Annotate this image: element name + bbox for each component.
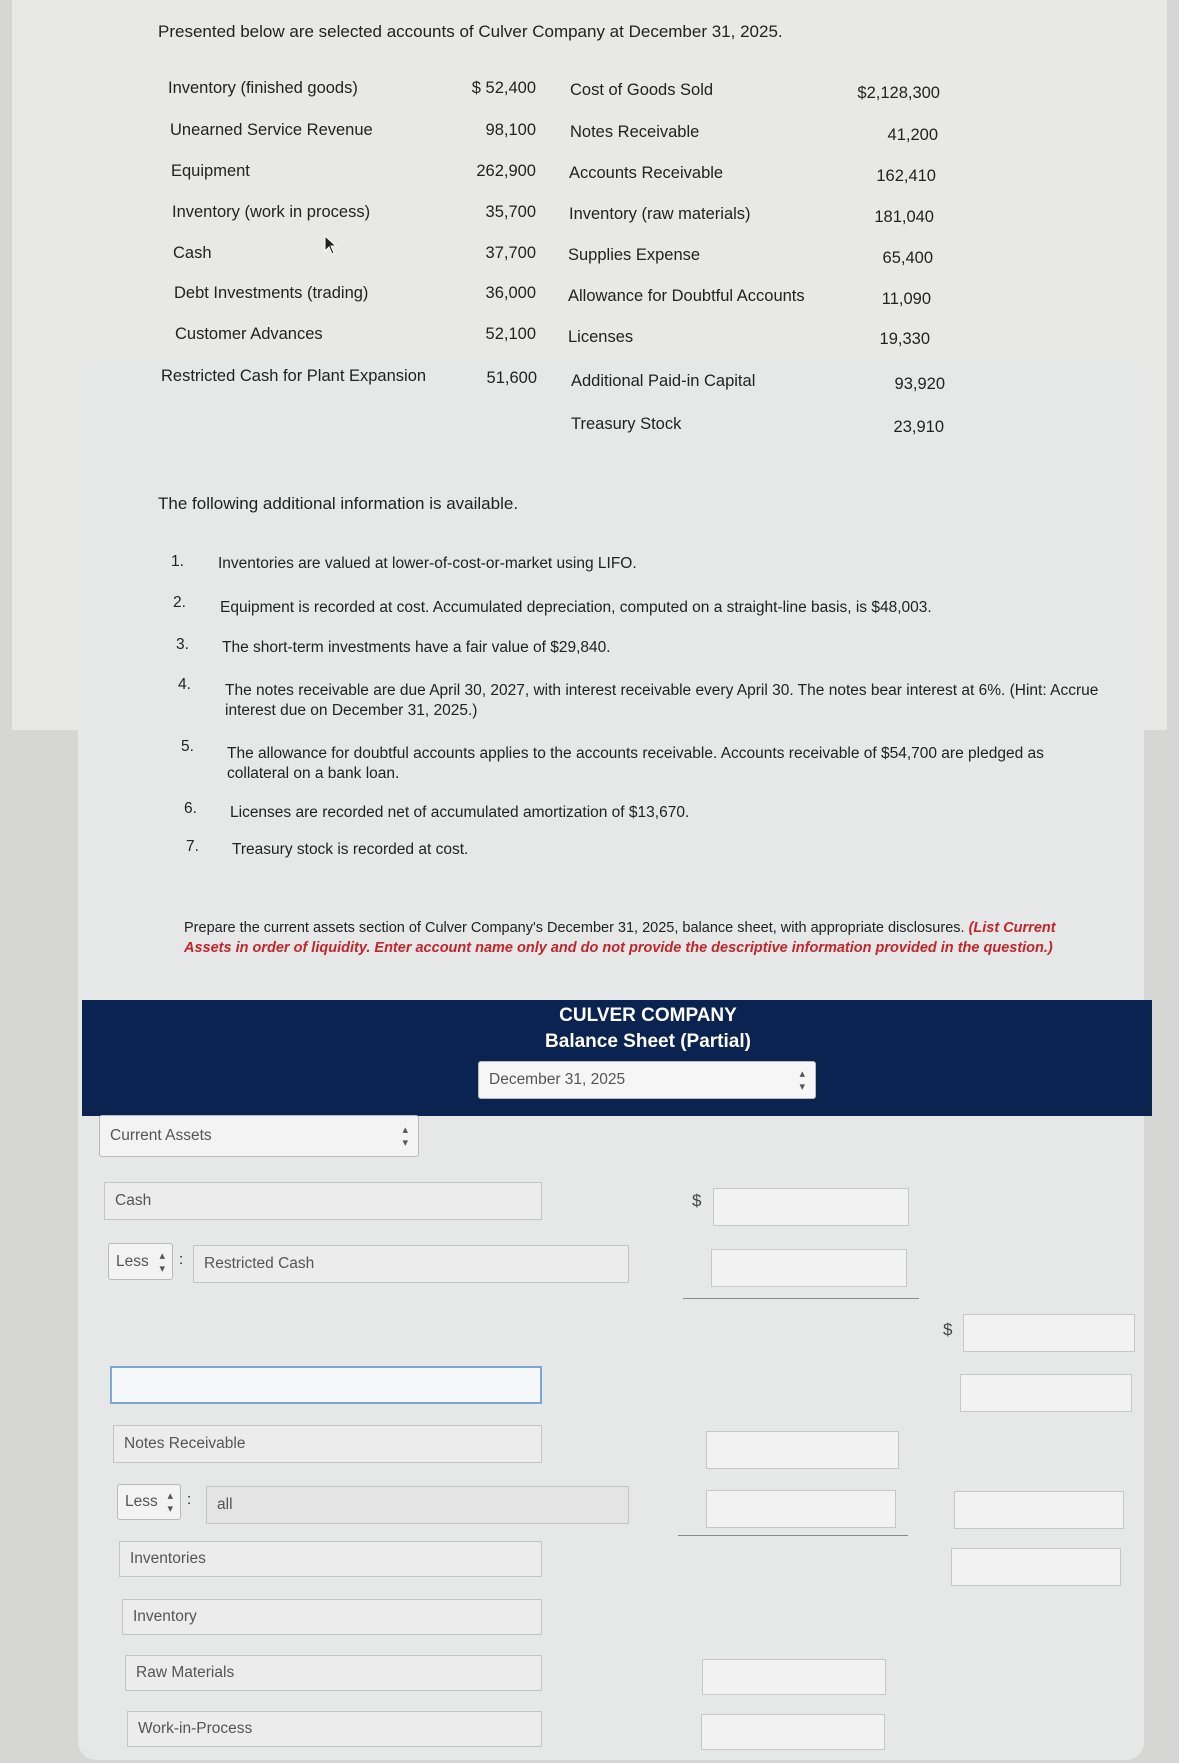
instructions-plain: Prepare the current assets section of Culver Company's December 31, 2025, balance sheet, with appropriate disclosures. (184, 920, 969, 936)
amount-field-work-in-process[interactable] (701, 1714, 885, 1750)
less-select[interactable] (117, 1484, 181, 1520)
list-item-number: 5. (181, 738, 194, 755)
less-select-value: Less (125, 1493, 158, 1510)
account-amount: 19,330 (879, 330, 930, 348)
account-name: Supplies Expense (568, 246, 701, 264)
account-amount: 36,000 (485, 284, 536, 302)
total-field-4[interactable] (951, 1548, 1121, 1586)
list-item-number: 2. (173, 594, 186, 611)
account-name: Unearned Service Revenue (170, 121, 373, 139)
amount-field-cash[interactable] (713, 1188, 909, 1226)
account-field-work-in-process[interactable]: Work-in-Process (127, 1711, 542, 1747)
account-amount: 35,700 (485, 203, 536, 221)
account-name: Cash (173, 244, 212, 262)
company-name: CULVER COMPANY (559, 1005, 737, 1026)
list-item-number: 6. (184, 800, 197, 817)
account-amount: 11,090 (881, 290, 931, 308)
less-select-value: Less (116, 1252, 149, 1270)
account-name: Equipment (171, 162, 250, 180)
account-amount: 65,400 (882, 249, 933, 267)
account-field-cash[interactable]: Cash (104, 1182, 542, 1220)
list-item: Treasury stock is recorded at cost. (232, 841, 469, 858)
list-item-number: 1. (171, 553, 184, 570)
amount-field-raw-materials[interactable] (702, 1659, 886, 1695)
colon: : (187, 1491, 192, 1508)
account-field-raw-materials[interactable]: Raw Materials (125, 1655, 542, 1691)
account-amount: 37,700 (485, 244, 536, 262)
section-select-value: Current Assets (110, 1127, 212, 1144)
account-name: Cost of Goods Sold (570, 81, 714, 99)
select-arrows-icon: ▴ ▾ (402, 1124, 408, 1149)
list-item-number: 7. (186, 838, 199, 855)
account-name: Restricted Cash for Plant Expansion (161, 367, 427, 385)
account-name: Notes Receivable (570, 123, 700, 141)
account-field-empty[interactable] (110, 1366, 542, 1404)
dollar-sign: $ (692, 1191, 702, 1210)
list-item: Inventories are valued at lower-of-cost-or-market using LIFO. (218, 555, 637, 572)
less-select[interactable] (108, 1243, 173, 1280)
mouse-cursor-icon (324, 235, 338, 260)
account-field-restricted-cash[interactable]: Restricted Cash (193, 1245, 629, 1283)
select-arrows-icon: ▴ ▾ (799, 1068, 805, 1093)
list-item: The short-term investments have a fair value of $29,840. (222, 639, 611, 656)
intro-text: Presented below are selected accounts of Culver Company at December 31, 2025. (158, 22, 783, 41)
account-name: Debt Investments (trading) (174, 284, 369, 302)
subtotal-rule (683, 1298, 919, 1299)
amount-field-restricted-cash[interactable] (711, 1249, 907, 1287)
account-amount: 98,100 (485, 121, 536, 139)
list-item: The notes receivable are due April 30, 2027, with interest receivable every April 30. The notes bear interest at 6%. (Hint: Accrue interest due on December 31, 2025.) (225, 682, 1099, 719)
total-field-2[interactable] (960, 1374, 1132, 1412)
account-amount: $ 52,400 (471, 79, 536, 97)
colon: : (179, 1251, 184, 1268)
account-amount: 51,600 (486, 369, 537, 387)
select-arrows-icon: ▴ ▾ (167, 1490, 173, 1515)
account-amount: 162,410 (876, 167, 936, 185)
account-name: Accounts Receivable (569, 164, 724, 182)
account-amount: 181,040 (874, 208, 934, 226)
account-name: Additional Paid-in Capital (571, 372, 756, 390)
date-select-value: December 31, 2025 (489, 1071, 626, 1088)
instructions-red: (List Current Assets in order of liquidity. Enter account name only and do not provide the descriptive information provided in the question.) (184, 920, 1056, 956)
account-field-allowance[interactable]: all (206, 1486, 629, 1524)
account-field-inventories[interactable]: Inventories (119, 1541, 542, 1577)
account-amount: $2,128,300 (857, 84, 940, 102)
list-item-number: 3. (176, 636, 189, 653)
account-amount: 23,910 (893, 418, 944, 436)
account-name: Customer Advances (175, 325, 323, 343)
list-item: Licenses are recorded net of accumulated amortization of $13,670. (230, 804, 690, 821)
list-item-number: 4. (178, 676, 191, 693)
date-select[interactable] (478, 1061, 816, 1099)
account-field-inventory[interactable]: Inventory (122, 1599, 542, 1635)
account-amount: 41,200 (887, 126, 938, 144)
total-field-3[interactable] (954, 1491, 1124, 1529)
select-arrows-icon: ▴ ▾ (159, 1249, 165, 1275)
account-name: Inventory (work in process) (172, 203, 371, 221)
list-item: The allowance for doubtful accounts applies to the accounts receivable. Accounts receivable of $54,700 are pledged as collateral on a bank loan. (227, 745, 1044, 782)
statement-title: Balance Sheet (Partial) (545, 1031, 751, 1052)
instructions (184, 918, 1104, 958)
account-name: Allowance for Doubtful Accounts (568, 287, 805, 305)
account-name: Inventory (raw materials) (569, 205, 751, 223)
account-amount: 262,900 (476, 162, 536, 180)
account-amount: 52,100 (485, 325, 536, 343)
account-name: Inventory (finished goods) (168, 79, 358, 97)
total-field-cash-net[interactable] (963, 1314, 1135, 1352)
account-amount: 93,920 (894, 375, 945, 393)
account-field-notes-receivable[interactable]: Notes Receivable (113, 1425, 542, 1463)
amount-field-notes-receivable[interactable] (706, 1431, 899, 1469)
account-name: Treasury Stock (571, 415, 682, 433)
subtotal-rule (678, 1535, 908, 1536)
amount-field-allowance[interactable] (706, 1490, 896, 1528)
account-name: Licenses (568, 328, 634, 346)
additional-info-heading: The following additional information is available. (158, 494, 519, 513)
section-select[interactable] (99, 1115, 419, 1157)
list-item: Equipment is recorded at cost. Accumulated depreciation, computed on a straight-line basis, is $48,003. (220, 599, 932, 616)
dollar-sign: $ (943, 1320, 953, 1339)
